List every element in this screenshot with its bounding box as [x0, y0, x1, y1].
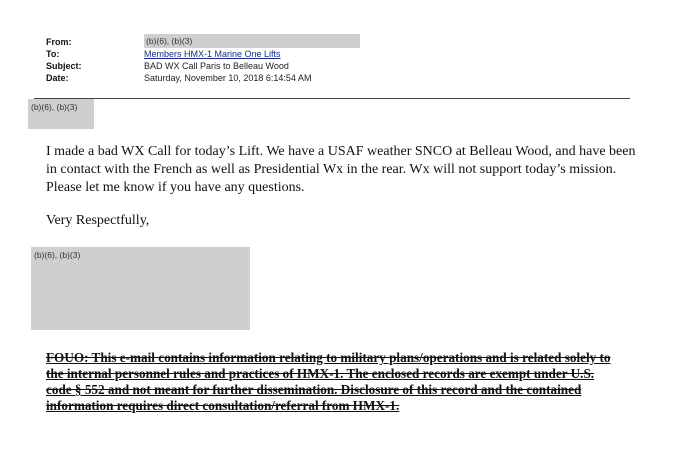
header-divider: [34, 98, 630, 99]
to-label: To:: [46, 49, 60, 59]
signature-redaction-box: (b)(6), (b)(3): [31, 247, 250, 330]
date-label: Date:: [46, 73, 69, 83]
message-closing: Very Respectfully,: [46, 213, 150, 228]
fouo-notice: FOUO: This e-mail contains information relating to military plans/operations and is related solely to the internal personnel rules and practices of HMX-1. The enclosed records are exempt under U.S. code § 552 and not meant for further dissemination. Disclosure of this record and the contained information requires direct consultation/referral from HMX-1.: [46, 350, 611, 413]
subject-value: BAD WX Call Paris to Belleau Wood: [144, 61, 289, 71]
sender-redaction-box: (b)(6), (b)(3): [28, 99, 94, 129]
message-body: I made a bad WX Call for today’s Lift. We have a USAF weather SNCO at Belleau Wood, and have been in contact with the French as well as Presidential Wx in the rear. Wx will not support today’s mission. Please let me know if you have any questions.: [46, 144, 636, 195]
subject-label: Subject:: [46, 61, 82, 71]
to-row: [46, 48, 311, 60]
to-recipients-link[interactable]: Members HMX-1 Marine One Lifts: [144, 49, 281, 59]
date-row: [46, 72, 311, 84]
from-label: From:: [46, 37, 72, 47]
subject-row: [46, 60, 311, 72]
from-redaction-box: (b)(6), (b)(3): [144, 34, 360, 48]
date-value: Saturday, November 10, 2018 6:14:54 AM: [144, 73, 312, 83]
